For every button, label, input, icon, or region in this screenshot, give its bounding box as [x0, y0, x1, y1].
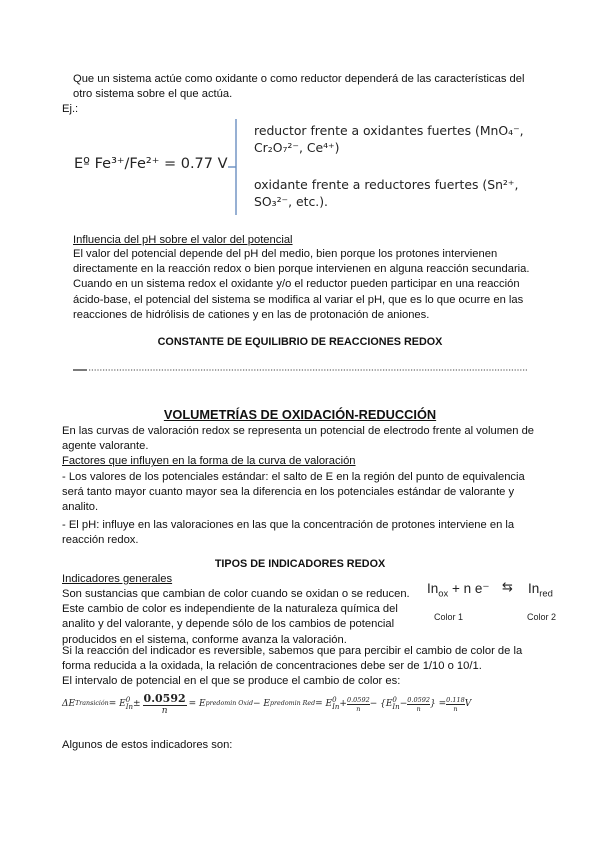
factores-line-4: - El pH: influye en las valoraciones en las que la concentración de protones interviene en la: [62, 519, 515, 532]
volumetrias-title: VOLUMETRÍAS DE OXIDACIÓN-REDUCCIÓN: [163, 407, 437, 422]
formula-e-in-sup-2: 0: [332, 696, 337, 704]
reaction-right: In: [528, 581, 540, 596]
formula-e-in-sub-3: In: [392, 703, 400, 711]
factores-line-3: analito.: [62, 501, 99, 514]
formula-lhs: ΔE: [62, 699, 76, 709]
formula-close: } =: [430, 699, 447, 709]
factores-heading: Factores que influyen en la forma de la curva de valoración: [62, 455, 356, 468]
equilibrium-arrow-icon: ⇆: [502, 580, 513, 595]
reversible-line-3: El intervalo de potencial en el que se produce el cambio de color es:: [62, 675, 401, 688]
reaction-left-sub: ox: [438, 588, 449, 600]
ph-line-2: directamente en la reacción redox o bien porque intervienen en alguna reacción secundaria.: [73, 263, 530, 276]
indicator-reduced: [528, 581, 553, 600]
formula-brace-minus: − {E: [369, 699, 393, 709]
reaction-right-sub: red: [539, 588, 553, 600]
intro-line-1: Que un sistema actúe como oxidante o como reductor dependerá de las características del: [73, 73, 525, 85]
generales-line-3: analito y del valorante, y depende sólo de los cambios de potencial: [62, 618, 395, 631]
intro-line-2: otro sistema sobre el que actúa.: [73, 88, 233, 101]
formula-small-num-2: 0.0592: [407, 695, 430, 704]
ph-section-heading: Influencia del pH sobre el valor del potencial: [73, 234, 293, 246]
formula-eq1: = E: [108, 699, 126, 709]
formula-den: n: [161, 706, 168, 716]
brace-icon: [226, 118, 242, 216]
formula-unit: V: [464, 699, 472, 709]
indicator-reaction: [427, 581, 490, 600]
formula-small-den: n: [356, 704, 361, 713]
ph-line-5: reacciones de hidrólisis de cationes y en las de protonación de aniones.: [73, 308, 430, 321]
formula-minus2: −: [399, 699, 408, 709]
indicadores-reversible-body: [62, 644, 542, 690]
redox-potential-label: Eº Fe³⁺/Fe²⁺ = 0.77 V: [74, 156, 228, 172]
reductor-line-2: Cr₂O₇²⁻, Ce⁴⁺): [254, 140, 340, 155]
volumetrias-body: [62, 424, 542, 549]
color-2-label: Color 2: [527, 612, 557, 622]
formula-small-num: 0.0592: [346, 695, 370, 704]
reversible-line-1: Si la reacción del indicador es reversible, sabemos que para percibir el cambio de color de la: [62, 645, 523, 657]
generales-line-2: Este cambio de color es independiente de la naturaleza química del: [62, 603, 398, 616]
constante-title: CONSTANTE DE EQUILIBRIO DE REACCIONES REDOX: [157, 336, 443, 348]
factores-line-2: será tanto mayor cuanto mayor sea la diferencia en los potenciales estándar de valorante y: [62, 485, 515, 498]
ph-line-3: Cuando en un sistema redox el oxidante y/o el reductor pueden participar en una reacción: [73, 278, 520, 291]
formula-small-den-2: n: [416, 704, 421, 713]
reversible-line-2: forma reducida a la oxidada, la relación de concentraciones debe ser de 1/10 o 10/1.: [62, 660, 482, 673]
formula-e-in-sup-3: 0: [392, 696, 397, 704]
volumetrias-line-2: agente valorante.: [62, 440, 149, 453]
formula-eq2: = E: [188, 699, 206, 709]
oxidante-line-2: SO₃²⁻, etc.).: [254, 194, 328, 209]
ph-line-1: El valor del potencial depende del pH del medio, bien porque los protones intervienen: [73, 248, 498, 260]
ph-line-4: ácido-base, el potencial del sistema se modifica al variar el pH, que es lo que ocurre en las: [73, 293, 524, 306]
oxidante-line-1: oxidante frente a reductores fuertes (Sn²⁺,: [254, 177, 519, 192]
factores-line-5: reacción redox.: [62, 534, 139, 547]
formula-pm: ±: [133, 699, 141, 709]
formula-e-in-sub: In: [125, 703, 133, 711]
indicadores-title: TIPOS DE INDICADORES REDOX: [214, 558, 386, 570]
formula-num: 0.0592: [143, 692, 186, 705]
reaction-middle: + n e⁻: [448, 581, 490, 596]
formula-plus: +: [339, 699, 347, 709]
reaction-left: In: [427, 581, 439, 596]
generales-line-4: producidos en el sistema, conforme avanza la valoración.: [62, 633, 347, 646]
formula-e-in-sub-2: In: [332, 703, 340, 711]
oxidante-description: [254, 176, 518, 210]
indicadores-generales-heading: Indicadores generales: [62, 573, 173, 585]
volumetrias-line-1: En las curvas de valoración redox se representa un potencial de electrodo frente al volumen de: [62, 425, 535, 437]
color-1-label: Color 1: [434, 612, 464, 622]
formula-result-den: n: [453, 704, 458, 713]
dotted-rule: [73, 367, 528, 373]
generales-line-1: Son sustancias que cambian de color cuando se oxidan o se reducen.: [62, 588, 410, 600]
formula-minus: − E: [253, 699, 271, 709]
intro-paragraph: [73, 72, 524, 102]
indicadores-generales-body: [62, 587, 422, 648]
transition-interval-formula: ΔE Transición = E 0 In ± 0.0592 n = E predomin Oxid − E predomin Red = E 0 In + $\frac{0.0592}{n}$ − {E 0 In − $\frac{0.0592}{n}$ } = $\frac{0.118}{n}$ V: [62, 692, 472, 716]
formula-eq3: = E: [315, 699, 333, 709]
formula-result-num: 0.118: [446, 695, 465, 704]
reductor-description: [254, 122, 524, 156]
ph-section-body: [73, 247, 543, 323]
factores-line-1: - Los valores de los potenciales estándar: el salto de E en la región del punto de equivalencia: [62, 470, 525, 483]
reductor-line-1: reductor frente a oxidantes fuertes (MnO₄⁻,: [254, 123, 524, 138]
formula-e-in-sup: 0: [125, 696, 131, 704]
example-label: Ej.:: [62, 103, 79, 115]
algunos-indicadores-line: Algunos de estos indicadores son:: [62, 739, 233, 751]
